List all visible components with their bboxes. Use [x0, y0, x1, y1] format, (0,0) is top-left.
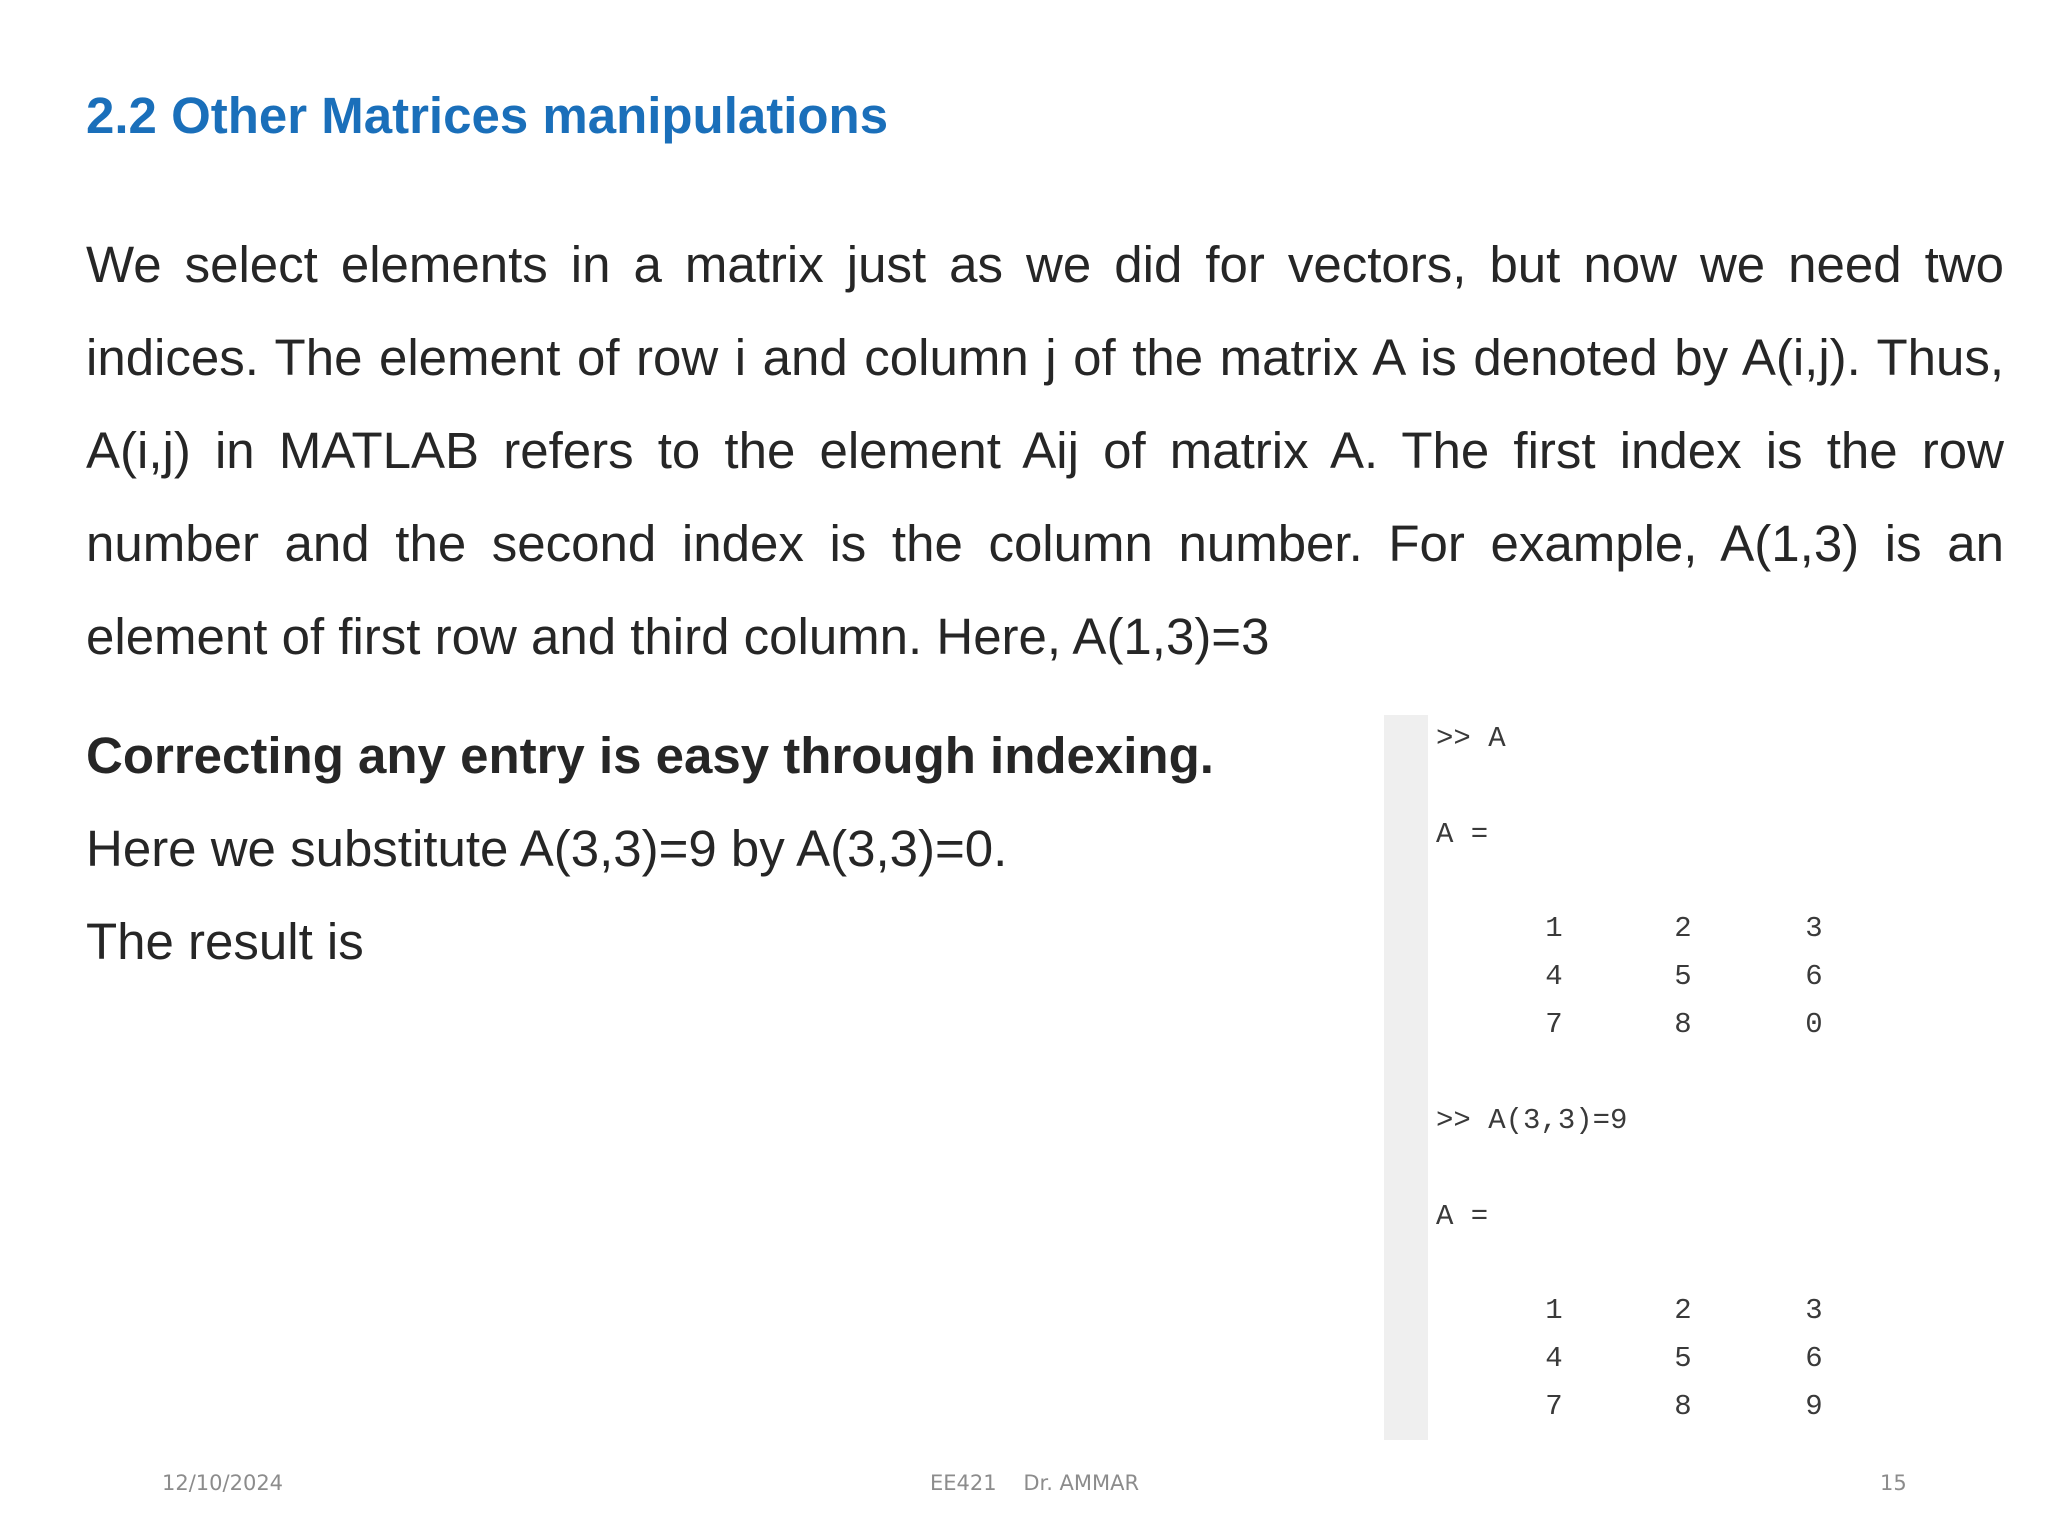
matrix-cell: 8 [1674, 1390, 1692, 1423]
matrix-cell: 6 [1805, 1342, 1823, 1375]
footer-page-number: 15 [1880, 1471, 1907, 1495]
matrix-cell: 3 [1805, 1294, 1823, 1327]
matrix-cell: 4 [1545, 960, 1563, 993]
matrix-cell: 6 [1805, 960, 1823, 993]
matrix-cell: 2 [1674, 912, 1692, 945]
console-command: >> A [1436, 722, 1506, 755]
matlab-console-screenshot [1384, 715, 1844, 1440]
matrix-cell: 3 [1805, 912, 1823, 945]
matrix-cell: 5 [1674, 960, 1692, 993]
matrix-cell: 7 [1545, 1390, 1563, 1423]
matrix-cell: 2 [1674, 1294, 1692, 1327]
footer-course: EE421 Dr. AMMAR [930, 1471, 1140, 1495]
matrix-cell: 1 [1545, 912, 1563, 945]
footer-date: 12/10/2024 [162, 1471, 284, 1495]
matrix-cell: 5 [1674, 1342, 1692, 1375]
slide-title: 2.2 Other Matrices manipulations [86, 87, 889, 144]
console-output-label: A = [1436, 1200, 1489, 1233]
bold-statement: Correcting any entry is easy through indexing. [86, 727, 1214, 784]
console-command: >> A(3,3)=9 [1436, 1104, 1628, 1137]
matrix-cell: 9 [1805, 1390, 1823, 1423]
matrix-cell: 0 [1805, 1008, 1823, 1041]
matrix-cell: 7 [1545, 1008, 1563, 1041]
matrix-cell: 1 [1545, 1294, 1563, 1327]
intro-paragraph: We select elements in a matrix just as we did for vectors, but now we need two indices. The element of row i and column j of the matrix A is denoted by A(i,j). Thus, A(i,j) in MATLAB refers to the element Aij of matrix A. The first index is the row number and the second index is the column number. For example, A(1,3) is an element of first row and third column. Here, A(1,3)=3 [86, 236, 2004, 665]
matrix-cell: 8 [1674, 1008, 1692, 1041]
console-gutter [1384, 715, 1428, 1440]
console-output-label: A = [1436, 818, 1489, 851]
matrix-cell: 4 [1545, 1342, 1563, 1375]
result-text: The result is [86, 913, 364, 970]
substitution-text: Here we substitute A(3,3)=9 by A(3,3)=0. [86, 820, 1008, 877]
